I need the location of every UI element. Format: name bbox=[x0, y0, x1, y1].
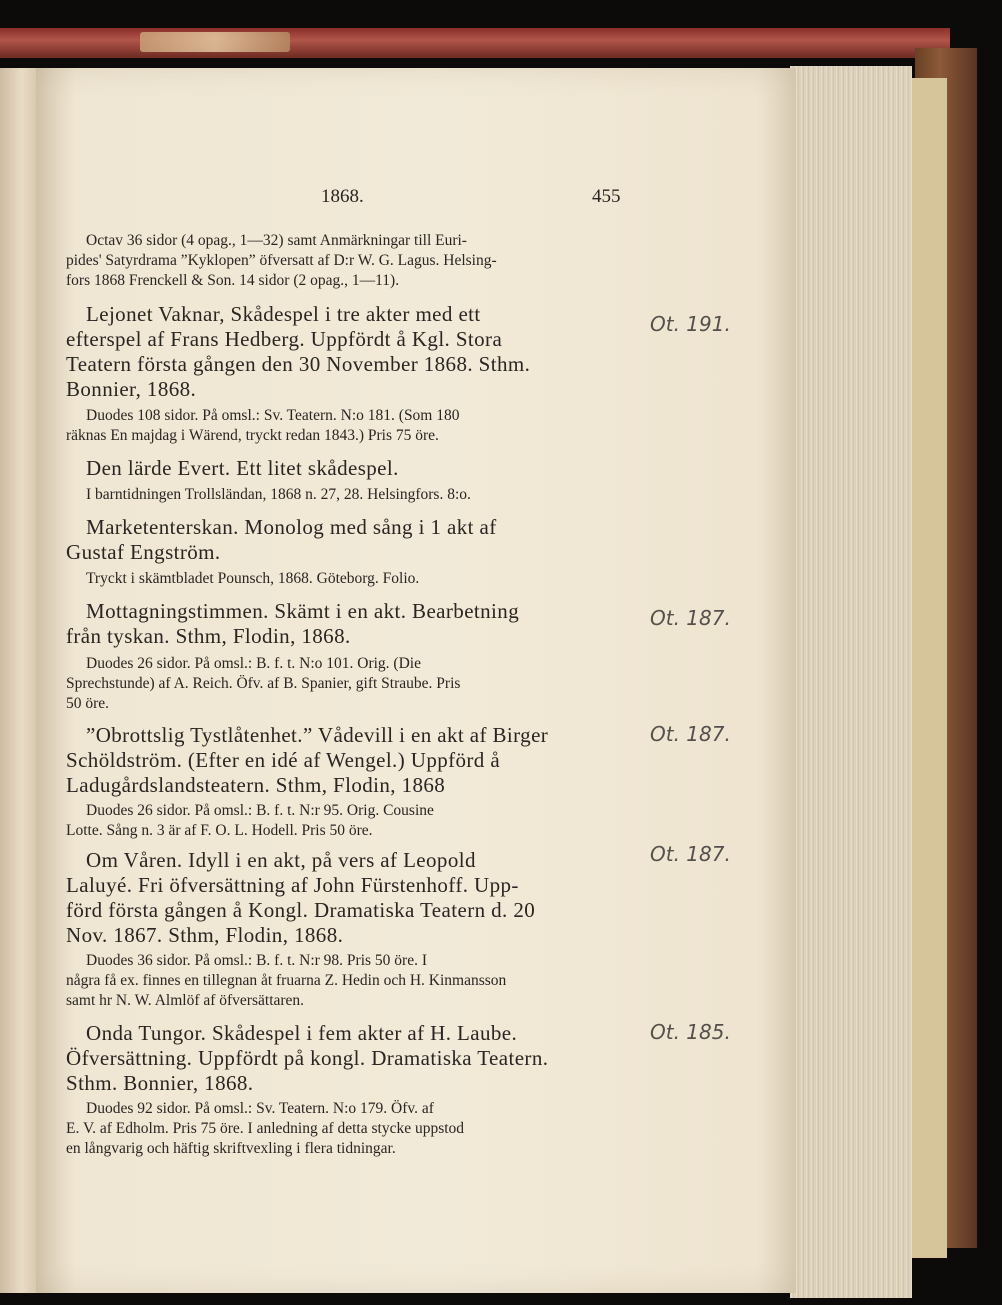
entry-title-line: Ladugårdslandsteatern. Sthm, Flodin, 1868 bbox=[66, 773, 446, 797]
entry-title-line: Nov. 1867. Sthm, Flodin, 1868. bbox=[66, 923, 344, 947]
entry-note-line: Duodes 36 sidor. På omsl.: B. f. t. N:r 98. Pris 50 öre. I bbox=[86, 952, 427, 969]
entry-title-line: Lejonet Vaknar, Skådespel i tre akter med ett bbox=[86, 302, 481, 326]
handwritten-margin-note: Ot. 191. bbox=[650, 312, 731, 336]
entry-title-line: Den lärde Evert. Ett litet skådespel. bbox=[86, 456, 399, 480]
entry-title-line: Gustaf Engström. bbox=[66, 540, 221, 564]
handwritten-margin-note: Ot. 187. bbox=[650, 606, 731, 630]
entry-note-line: Duodes 92 sidor. På omsl.: Sv. Teatern. N:o 179. Öfv. af bbox=[86, 1100, 434, 1117]
entry-note-line: E. V. af Edholm. Pris 75 öre. I anledning af detta stycke uppstod bbox=[66, 1120, 465, 1137]
entry-title-line: Onda Tungor. Skådespel i fem akter af H. Laube. bbox=[86, 1021, 518, 1045]
entry-note-line: Sprechstunde) af A. Reich. Öfv. af B. Spanier, gift Straube. Pris bbox=[66, 675, 461, 692]
entry-title-line: Laluyé. Fri öfversättning af John Fürstenhoff. Upp- bbox=[66, 873, 519, 897]
book-page bbox=[36, 68, 796, 1293]
entry-note-line: räknas En majdag i Wärend, tryckt redan 1843.) Pris 75 öre. bbox=[66, 427, 439, 444]
entry-note-line: fors 1868 Frenckell & Son. 14 sidor (2 opag., 1—11). bbox=[66, 272, 400, 289]
entry-note-line: Tryckt i skämtbladet Pounsch, 1868. Göteborg. Folio. bbox=[86, 570, 420, 587]
entry-note-line: 50 öre. bbox=[66, 695, 110, 712]
entry-note-line: några få ex. finnes en tillegnan åt fruarna Z. Hedin och H. Kinmansson bbox=[66, 972, 507, 989]
entry-note-line: samt hr N. W. Almlöf af öfversättaren. bbox=[66, 992, 305, 1009]
spine-label bbox=[140, 32, 290, 52]
entry-title-line: Om Våren. Idyll i en akt, på vers af Leopold bbox=[86, 848, 476, 872]
book bbox=[0, 28, 985, 1293]
entry-note-line: Duodes 26 sidor. På omsl.: B. f. t. N:r 95. Orig. Cousine bbox=[86, 802, 434, 819]
running-head-year: 1868. bbox=[321, 186, 364, 207]
entry-title-line: efterspel af Frans Hedberg. Uppfördt å Kgl. Stora bbox=[66, 327, 503, 351]
entry-title-line: ”Obrottslig Tystlåtenhet.” Vådevill i en akt af Birger bbox=[86, 723, 549, 747]
entry-title-line: Marketenterskan. Monolog med sång i 1 akt af bbox=[86, 515, 497, 539]
entry-note-line: Lotte. Sång n. 3 är af F. O. L. Hodell. Pris 50 öre. bbox=[66, 822, 373, 839]
entry-title-line: från tyskan. Sthm, Flodin, 1868. bbox=[66, 624, 351, 648]
entry-note-line: Duodes 26 sidor. På omsl.: B. f. t. N:o 101. Orig. (Die bbox=[86, 655, 421, 672]
entry-title-line: Schöldström. (Efter en idé af Wengel.) Uppförd å bbox=[66, 748, 501, 772]
entry-note-line: Octav 36 sidor (4 opag., 1—32) samt Anmärkningar till Euri- bbox=[86, 232, 467, 249]
entry-note-line: I barntidningen Trollsländan, 1868 n. 27, 28. Helsingfors. 8:o. bbox=[86, 486, 471, 503]
handwritten-margin-note: Ot. 187. bbox=[650, 842, 731, 866]
entry-title-line: Bonnier, 1868. bbox=[66, 377, 197, 401]
entry-title-line: Teatern första gången den 30 November 1868. Sthm. bbox=[66, 352, 531, 376]
entry-title-line: förd första gången å Kongl. Dramatiska Teatern d. 20 bbox=[66, 898, 536, 922]
entry-note-line: pides' Satyrdrama ”Kyklopen” öfversatt af D:r W. G. Lagus. Helsing- bbox=[66, 252, 497, 269]
handwritten-margin-note: Ot. 185. bbox=[650, 1020, 731, 1044]
entry-title-line: Sthm. Bonnier, 1868. bbox=[66, 1071, 254, 1095]
entry-note-line: Duodes 108 sidor. På omsl.: Sv. Teatern. N:o 181. (Som 180 bbox=[86, 407, 460, 424]
page-fore-edge bbox=[790, 66, 912, 1298]
entry-note-line: en långvarig och häftig skriftvexling i flera tidningar. bbox=[66, 1140, 396, 1157]
entry-title-line: Mottagningstimmen. Skämt i en akt. Bearbetning bbox=[86, 599, 520, 623]
left-page-edge bbox=[0, 68, 36, 1293]
entry-title-line: Öfversättning. Uppfördt på kongl. Dramatiska Teatern. bbox=[66, 1046, 549, 1070]
page-number: 455 bbox=[592, 186, 621, 207]
handwritten-margin-note: Ot. 187. bbox=[650, 722, 731, 746]
